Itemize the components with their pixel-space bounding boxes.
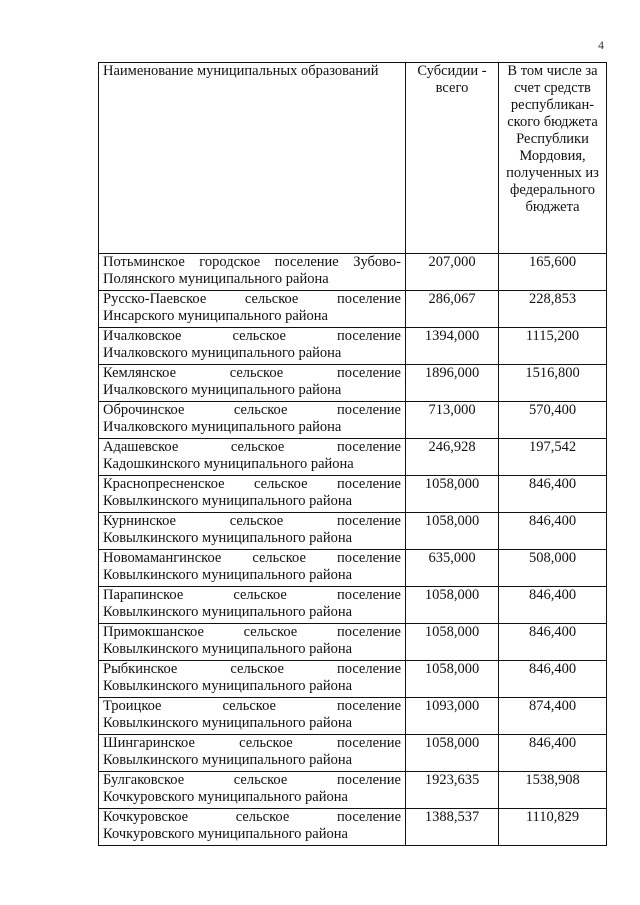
subsidy-federal: 846,400 <box>499 661 607 698</box>
municipality-name <box>99 698 406 735</box>
municipality-name-line1: Кочкуровское сельское поселение <box>103 809 401 825</box>
municipality-name <box>99 328 406 365</box>
subsidy-total: 635,000 <box>406 550 499 587</box>
subsidy-total: 1923,635 <box>406 772 499 809</box>
table-row <box>99 254 607 291</box>
table-row <box>99 809 607 846</box>
table-row <box>99 291 607 328</box>
municipality-name-line1: Примокшанское сельское поселение <box>103 624 401 640</box>
subsidy-total: 246,928 <box>406 439 499 476</box>
municipality-name-line2: Полянского муниципального района <box>103 271 329 287</box>
subsidy-federal: 1538,908 <box>499 772 607 809</box>
municipality-name-line1: Кемлянское сельское поселение <box>103 365 401 381</box>
subsidy-federal: 1115,200 <box>499 328 607 365</box>
subsidy-federal: 508,000 <box>499 550 607 587</box>
municipality-name <box>99 587 406 624</box>
table-row <box>99 439 607 476</box>
municipality-name <box>99 735 406 772</box>
subsidy-federal: 846,400 <box>499 513 607 550</box>
municipality-name-line1: Ичалковское сельское поселение <box>103 328 401 344</box>
municipality-name <box>99 439 406 476</box>
subsidy-federal: 846,400 <box>499 587 607 624</box>
municipality-name <box>99 476 406 513</box>
subsidy-federal: 1516,800 <box>499 365 607 402</box>
subsidy-federal: 846,400 <box>499 476 607 513</box>
municipality-name-line1: Рыбкинское сельское поселение <box>103 661 401 677</box>
municipality-name-line2: Кадошкинского муниципального района <box>103 456 354 472</box>
municipality-name-line1: Троицкое сельское поселение <box>103 698 401 714</box>
table-row <box>99 513 607 550</box>
page-number: 4 <box>598 38 604 52</box>
table-row <box>99 587 607 624</box>
municipality-name-line1: Адашевское сельское поселение <box>103 439 401 455</box>
table-row <box>99 550 607 587</box>
municipality-name <box>99 624 406 661</box>
municipality-name-line2: Инсарского муниципального района <box>103 308 328 324</box>
subsidy-total: 1058,000 <box>406 624 499 661</box>
subsidy-total: 1058,000 <box>406 476 499 513</box>
subsidy-table <box>98 62 607 846</box>
table-row <box>99 661 607 698</box>
subsidy-total: 1896,000 <box>406 365 499 402</box>
municipality-name <box>99 550 406 587</box>
municipality-name-line2: Ковылкинского муниципального района <box>103 641 353 657</box>
municipality-name-line2: Ичалковского муниципального района <box>103 345 342 361</box>
table-row <box>99 624 607 661</box>
municipality-name <box>99 809 406 846</box>
municipality-name <box>99 661 406 698</box>
municipality-name-line1: Булгаковское сельское поселение <box>103 772 401 788</box>
subsidy-federal: 846,400 <box>499 624 607 661</box>
subsidy-total: 713,000 <box>406 402 499 439</box>
table-row <box>99 328 607 365</box>
municipality-name <box>99 365 406 402</box>
table-row <box>99 402 607 439</box>
municipality-name <box>99 402 406 439</box>
municipality-name-line1: Парапинское сельское поселение <box>103 587 401 603</box>
municipality-name-line2: Ичалковского муниципального района <box>103 419 342 435</box>
subsidy-total: 286,067 <box>406 291 499 328</box>
subsidy-total: 1388,537 <box>406 809 499 846</box>
municipality-name-line1: Потьминское городское поселение Зубово- <box>103 254 401 270</box>
municipality-name-line1: Новомамангинское сельское поселение <box>103 550 401 566</box>
subsidy-total: 207,000 <box>406 254 499 291</box>
subsidy-federal: 1110,829 <box>499 809 607 846</box>
subsidy-total: 1058,000 <box>406 587 499 624</box>
subsidy-total: 1058,000 <box>406 661 499 698</box>
municipality-name-line1: Краснопресненское сельское поселение <box>103 476 401 492</box>
subsidy-total: 1394,000 <box>406 328 499 365</box>
header-name: Наименование муниципальных образований <box>99 63 406 254</box>
subsidy-federal: 846,400 <box>499 735 607 772</box>
municipality-name-line2: Ковылкинского муниципального района <box>103 752 353 768</box>
table-row <box>99 735 607 772</box>
municipality-name <box>99 772 406 809</box>
municipality-name-line2: Ковылкинского муниципального района <box>103 604 353 620</box>
municipality-name-line2: Ковылкинского муниципального района <box>103 493 353 509</box>
municipality-name-line1: Курнинское сельское поселение <box>103 513 401 529</box>
municipality-name-line2: Ковылкинского муниципального района <box>103 567 353 583</box>
subsidy-total: 1058,000 <box>406 735 499 772</box>
subsidy-federal: 165,600 <box>499 254 607 291</box>
subsidy-federal: 874,400 <box>499 698 607 735</box>
table-row <box>99 772 607 809</box>
table-row <box>99 365 607 402</box>
header-total: Субсидии - всего <box>406 63 499 254</box>
municipality-name-line2: Кочкуровского муниципального района <box>103 789 348 805</box>
table-row <box>99 476 607 513</box>
municipality-name-line2: Ковылкинского муниципального района <box>103 715 353 731</box>
table-header-row <box>99 63 607 254</box>
subsidy-total: 1093,000 <box>406 698 499 735</box>
subsidy-federal: 197,542 <box>499 439 607 476</box>
municipality-name-line1: Шингаринское сельское поселение <box>103 735 401 751</box>
municipality-name-line1: Оброчинское сельское поселение <box>103 402 401 418</box>
subsidy-federal: 228,853 <box>499 291 607 328</box>
header-federal: В том числе за счет средств республикан-ского бюджета Республики Мордовия, полученных из федерального бюджета <box>499 63 607 254</box>
municipality-name-line2: Кочкуровского муниципального района <box>103 826 348 842</box>
municipality-name-line2: Ковылкинского муниципального района <box>103 530 353 546</box>
subsidy-federal: 570,400 <box>499 402 607 439</box>
table-row <box>99 698 607 735</box>
municipality-name-line2: Ичалковского муниципального района <box>103 382 342 398</box>
municipality-name <box>99 254 406 291</box>
municipality-name-line2: Ковылкинского муниципального района <box>103 678 353 694</box>
municipality-name <box>99 291 406 328</box>
subsidy-total: 1058,000 <box>406 513 499 550</box>
table-body <box>99 254 607 846</box>
municipality-name-line1: Русско-Паевское сельское поселение <box>103 291 401 307</box>
municipality-name <box>99 513 406 550</box>
